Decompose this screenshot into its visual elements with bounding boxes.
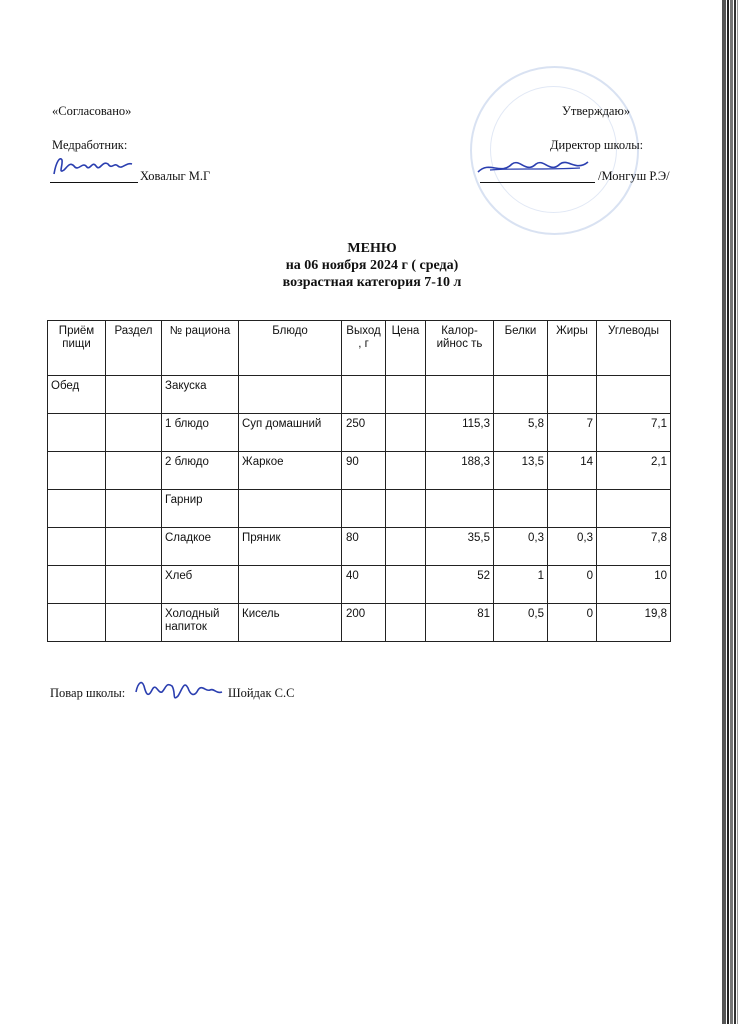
cell-calories: 35,5	[426, 528, 494, 566]
table-row	[48, 452, 671, 490]
cell-meal	[48, 452, 106, 490]
cell-yield: 40	[342, 566, 386, 604]
cell-recipe-no: 1 блюдо	[162, 414, 239, 452]
cell-fat: 14	[548, 452, 597, 490]
cell-meal	[48, 566, 106, 604]
cell-dish: Кисель	[239, 604, 342, 642]
header-meal: Приём пищи	[48, 321, 106, 376]
cell-fat: 0	[548, 566, 597, 604]
cell-price	[386, 604, 426, 642]
cell-protein: 0,3	[494, 528, 548, 566]
header-recipe-no: № рациона	[162, 321, 239, 376]
director-role: Директор школы:	[550, 138, 644, 152]
table-row	[48, 414, 671, 452]
cell-section	[106, 414, 162, 452]
cell-recipe-no: Закуска	[162, 376, 239, 414]
table-row	[48, 604, 671, 642]
cell-recipe-no: Гарнир	[162, 490, 239, 528]
cell-meal	[48, 414, 106, 452]
cell-yield	[342, 490, 386, 528]
cell-recipe-no: Хлеб	[162, 566, 239, 604]
cell-dish: Суп домашний	[239, 414, 342, 452]
table-header-row	[48, 321, 671, 376]
left-approval-label: «Согласовано»	[52, 104, 132, 118]
menu-date: на 06 ноября 2024 г ( среда)	[285, 258, 459, 273]
cook-label: Повар школы:	[50, 686, 126, 700]
cell-dish	[239, 376, 342, 414]
cell-recipe-no: Сладкое	[162, 528, 239, 566]
header-carbs: Углеводы	[597, 321, 671, 376]
cell-yield: 200	[342, 604, 386, 642]
cell-price	[386, 376, 426, 414]
cell-fat	[548, 490, 597, 528]
cell-recipe-no: Холодный напиток	[162, 604, 239, 642]
cell-carbs: 7,1	[597, 414, 671, 452]
cell-fat: 0,3	[548, 528, 597, 566]
medworker-name: Ховалыг М.Г	[140, 169, 211, 183]
cell-carbs: 7,8	[597, 528, 671, 566]
header-calories: Калор-ийнос ть	[426, 321, 494, 376]
table-row	[48, 490, 671, 528]
medworker-signature	[48, 148, 140, 184]
menu-table	[47, 320, 671, 642]
header-dish: Блюдо	[239, 321, 342, 376]
cell-section	[106, 604, 162, 642]
cell-meal	[48, 490, 106, 528]
cell-price	[386, 452, 426, 490]
cell-carbs: 2,1	[597, 452, 671, 490]
cell-calories: 115,3	[426, 414, 494, 452]
cell-calories: 188,3	[426, 452, 494, 490]
cell-recipe-no: 2 блюдо	[162, 452, 239, 490]
cell-yield: 250	[342, 414, 386, 452]
director-name: /Монгуш Р.Э/	[598, 169, 670, 183]
table-row	[48, 528, 671, 566]
cell-protein: 1	[494, 566, 548, 604]
table-row	[48, 376, 671, 414]
cell-price	[386, 490, 426, 528]
right-approval-label: Утверждаю»	[562, 104, 631, 118]
cell-yield	[342, 376, 386, 414]
cell-fat: 7	[548, 414, 597, 452]
cell-carbs: 10	[597, 566, 671, 604]
cell-carbs	[597, 376, 671, 414]
cell-dish: Пряник	[239, 528, 342, 566]
medworker-role: Медработник:	[52, 138, 128, 152]
cell-dish: Жаркое	[239, 452, 342, 490]
cell-section	[106, 452, 162, 490]
cell-protein	[494, 376, 548, 414]
header-price: Цена	[386, 321, 426, 376]
header-protein: Белки	[494, 321, 548, 376]
cook-name: Шойдак С.С	[228, 686, 295, 700]
cell-fat	[548, 376, 597, 414]
cell-protein: 0,5	[494, 604, 548, 642]
cell-protein: 13,5	[494, 452, 548, 490]
cell-protein: 5,8	[494, 414, 548, 452]
cell-price	[386, 566, 426, 604]
director-signature	[470, 150, 600, 182]
cell-calories	[426, 490, 494, 528]
cell-price	[386, 414, 426, 452]
cell-carbs: 19,8	[597, 604, 671, 642]
cell-price	[386, 528, 426, 566]
cell-meal	[48, 528, 106, 566]
cell-section	[106, 490, 162, 528]
header-fat: Жиры	[548, 321, 597, 376]
cell-yield: 80	[342, 528, 386, 566]
scan-edge-artifact	[710, 0, 744, 1024]
cell-section	[106, 376, 162, 414]
header-section: Раздел	[106, 321, 162, 376]
menu-title: МЕНЮ	[347, 241, 397, 256]
cell-fat: 0	[548, 604, 597, 642]
cell-dish	[239, 566, 342, 604]
table-row	[48, 566, 671, 604]
cell-protein	[494, 490, 548, 528]
cell-calories: 52	[426, 566, 494, 604]
cell-carbs	[597, 490, 671, 528]
medworker-signature-line	[50, 182, 138, 183]
cell-yield: 90	[342, 452, 386, 490]
cell-meal	[48, 604, 106, 642]
cell-section	[106, 528, 162, 566]
cell-dish	[239, 490, 342, 528]
cook-signature	[132, 672, 224, 710]
menu-age-category: возрастная категория 7-10 л	[282, 275, 462, 290]
header-yield: Выход , г	[342, 321, 386, 376]
cell-calories	[426, 376, 494, 414]
cell-calories: 81	[426, 604, 494, 642]
cell-section	[106, 566, 162, 604]
director-signature-line	[480, 182, 595, 183]
cell-meal: Обед	[48, 376, 106, 414]
